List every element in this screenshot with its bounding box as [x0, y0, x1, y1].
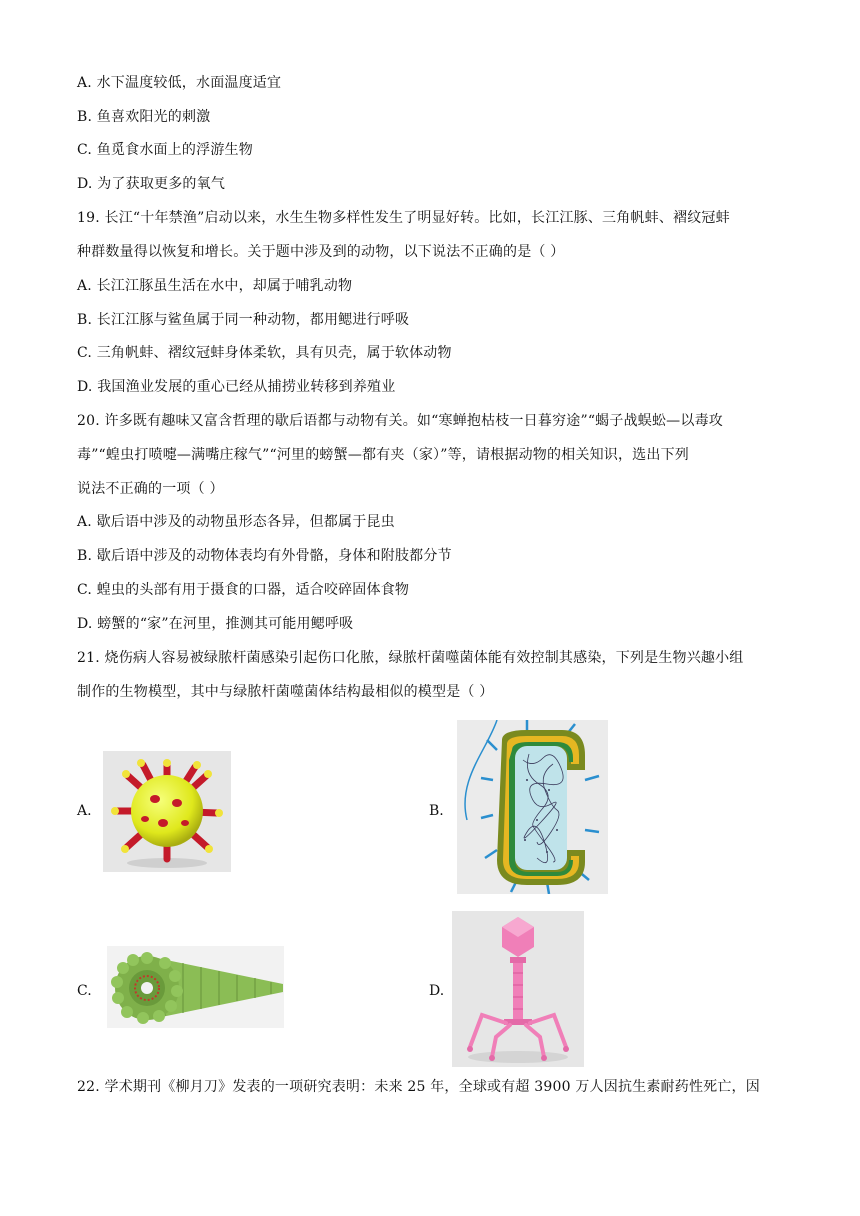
- q21-option-c-label: C.: [77, 983, 92, 999]
- bacterium-model-image: [457, 720, 608, 894]
- q18-option-d: D. 为了获取更多的氧气: [77, 176, 226, 192]
- q20-option-a: A. 歇后语中涉及的动物虽形态各异，但都属于昆虫: [77, 514, 395, 530]
- q21-option-d-label: D.: [429, 983, 445, 999]
- q22-stem-line-1: 22. 学术期刊《柳月刀》发表的一项研究表明：未来 25 年，全球或有超 3900 万人因抗生素耐药性死亡，因: [77, 1079, 760, 1095]
- q20-option-b: B. 歇后语中涉及的动物体表均有外骨骼，身体和附肢都分节: [77, 548, 452, 564]
- q21-stem-line-2: 制作的生物模型，其中与绿脓杆菌噬菌体结构最相似的模型是（ ）: [77, 684, 494, 700]
- q21-stem-line-1: 21. 烧伤病人容易被绿脓杆菌感染引起伤口化脓，绿脓杆菌噬菌体能有效控制其感染，下列是生物兴趣小组: [77, 650, 744, 666]
- bacteriophage-model-image: [452, 911, 584, 1067]
- q19-option-b: B. 长江江豚与鲨鱼属于同一种动物，都用鳃进行呼吸: [77, 312, 410, 328]
- q20-option-c: C. 蝗虫的头部有用于摄食的口器，适合咬碎固体食物: [77, 582, 410, 598]
- q20-option-d: D. 螃蟹的“家”在河里，推测其可能用鳃呼吸: [77, 616, 354, 632]
- q18-option-a: A. 水下温度较低，水面温度适宜: [77, 75, 282, 91]
- q20-stem-line-3: 说法不正确的一项（ ）: [77, 481, 224, 497]
- q19-stem-line-1: 19. 长江“十年禁渔”启动以来，水生生物多样性发生了明显好转。比如，长江江豚、三角帆蚌、褶纹冠蚌: [77, 210, 730, 226]
- q20-stem-line-1: 20. 许多既有趣味又富含哲理的歇后语都与动物有关。如“寒蝉抱枯枝一日暮穷途”“蝎子战蜈蚣—以毒攻: [77, 413, 723, 429]
- q19-option-c: C. 三角帆蚌、褶纹冠蚌身体柔软，具有贝壳，属于软体动物: [77, 345, 452, 361]
- q18-option-b: B. 鱼喜欢阳光的刺激: [77, 109, 211, 125]
- q21-option-a-label: A.: [77, 803, 92, 819]
- q19-option-d: D. 我国渔业发展的重心已经从捕捞业转移到养殖业: [77, 379, 396, 395]
- q18-option-c: C. 鱼觅食水面上的浮游生物: [77, 142, 253, 158]
- q19-stem-line-2: 种群数量得以恢复和增长。关于题中涉及到的动物，以下说法不正确的是（ ）: [77, 244, 565, 260]
- q21-option-b-label: B.: [429, 803, 444, 819]
- virus-sphere-model-image: [103, 751, 231, 872]
- tobacco-mosaic-virus-model-image: [107, 946, 284, 1028]
- q19-option-a: A. 长江江豚虽生活在水中，却属于哺乳动物: [77, 278, 353, 294]
- q20-stem-line-2: 毒”“蝗虫打喷嚏—满嘴庄稼气”“河里的螃蟹—都有夹（家）”等，请根据动物的相关知识，选出下列: [77, 447, 689, 463]
